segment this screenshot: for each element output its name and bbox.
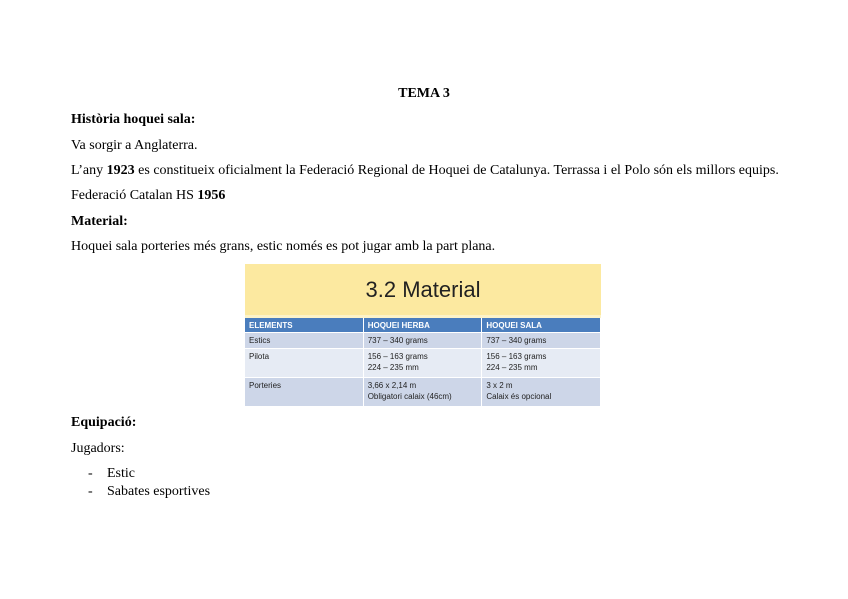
- table-header-row: [245, 318, 601, 333]
- table-row: [245, 333, 601, 349]
- paragraph-federation: [71, 163, 779, 179]
- list-item-text: Estic: [107, 466, 135, 481]
- cell-line: 224 – 235 mm: [486, 363, 538, 372]
- paragraph-federation-text-c: es constitueix oficialment la Federació Regional de Hoquei de Catalunya. Terrassa i el Polo són els millors equips.: [134, 163, 779, 178]
- cell-line: 3,66 x 2,14 m: [367, 381, 417, 390]
- players-label: Jugadors:: [71, 441, 125, 456]
- equipment-heading: Equipació:: [71, 415, 137, 430]
- table-cell: Estics: [245, 333, 363, 349]
- table-cell: [363, 333, 482, 349]
- table-cell: Pilota: [245, 349, 363, 378]
- cell-line: Obligatori calaix (46cm): [367, 392, 452, 401]
- cell-line: 156 – 163 grams: [486, 352, 547, 361]
- list-dash: -: [88, 484, 93, 499]
- table-cell: [363, 378, 482, 407]
- paragraph-federation-text-a: L’any: [71, 163, 107, 178]
- figure-title: 3.2 Material: [245, 264, 601, 315]
- table-cell: [363, 349, 482, 378]
- cell-line: 224 – 235 mm: [367, 363, 419, 372]
- year-1923: 1923: [106, 163, 135, 178]
- cell-line: 737 – 340 grams: [486, 336, 547, 345]
- table-cell: Porteries: [245, 378, 363, 407]
- table-cell: [482, 378, 601, 407]
- history-heading: Història hoquei sala:: [71, 112, 196, 127]
- cell-line: 737 – 340 grams: [367, 336, 428, 345]
- year-1956: 1956: [197, 188, 226, 203]
- table-row: [245, 349, 601, 378]
- list-item-text: Sabates esportives: [107, 484, 211, 499]
- material-figure: [245, 264, 601, 404]
- material-heading: Material:: [71, 214, 128, 229]
- equipment-list: [88, 465, 210, 501]
- list-item: [88, 483, 210, 501]
- column-header-elements: ELEMENTS: [245, 318, 363, 333]
- cell-line: 3 x 2 m: [486, 381, 513, 390]
- table-cell: [482, 333, 601, 349]
- list-item: [88, 465, 210, 483]
- paragraph-federacio-hs: [71, 188, 225, 204]
- column-header-hoquei-herba: HOQUEI HERBA: [363, 318, 482, 333]
- column-header-hoquei-sala: HOQUEI SALA: [482, 318, 601, 333]
- cell-line: Calaix és opcional: [486, 392, 552, 401]
- table-row: [245, 378, 601, 407]
- document-title: TEMA 3: [398, 86, 450, 101]
- list-dash: -: [88, 466, 93, 481]
- material-table: [245, 318, 601, 406]
- paragraph-origin: Va sorgir a Anglaterra.: [71, 138, 198, 153]
- table-cell: [482, 349, 601, 378]
- cell-line: 156 – 163 grams: [367, 352, 428, 361]
- paragraph-federacio-hs-text: Federació Catalan HS: [71, 188, 198, 203]
- paragraph-material: Hoquei sala porteries més grans, estic només es pot jugar amb la part plana.: [71, 239, 496, 254]
